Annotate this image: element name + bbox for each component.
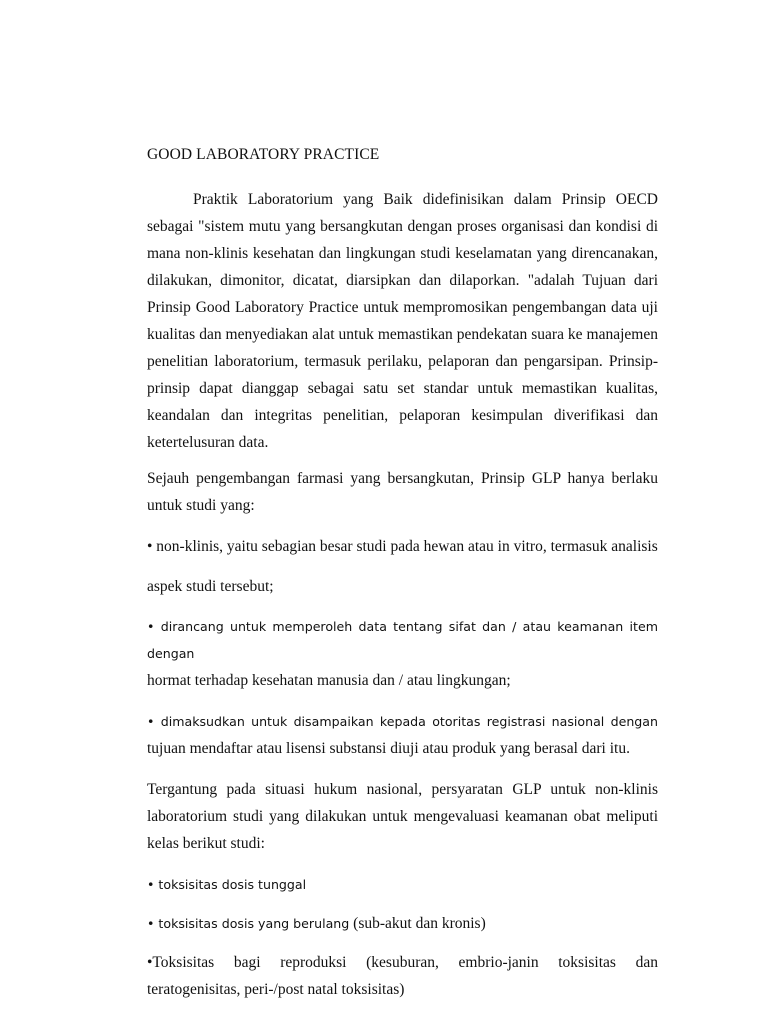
document-title: GOOD LABORATORY PRACTICE xyxy=(147,146,380,163)
bullet-non-clinical-line-2: aspek studi tersebut; xyxy=(147,578,274,595)
bullet-repeated-dose-toxicity-main: • toksisitas dosis yang berulang xyxy=(147,916,350,931)
paragraph-glp-scope: Sejauh pengembangan farmasi yang bersangkutan, Prinsip GLP hanya berlaku untuk studi yang: xyxy=(147,470,658,514)
bullet-intended-submission-line-1: • dimaksudkan untuk disampaikan kepada otoritas registrasi nasional dengan xyxy=(147,714,658,729)
paragraph-glp-definition: Praktik Laboratorium yang Baik didefinisikan dalam Prinsip OECD sebagai "sistem mutu yang bersangkutan dengan proses organisasi dan kondisi di mana non-klinis kesehatan dan lingkungan studi keselamatan yang direncanakan, dilakukan, dimonitor, dicatat, diarsipkan dan dilaporkan. "adalah Tujuan dari Prinsip Good Laboratory Practice untuk mempromosikan pengembangan data uji kualitas dan menyediakan alat untuk memastikan pendekatan suara ke manajemen penelitian laboratorium, termasuk perilaku, pelaporan dan pengarsipan. Prinsip-prinsip dapat dianggap sebagai satu set standar untuk memastikan kualitas, keandalan dan integritas penelitian, pelaporan kesimpulan diverifikasi dan ketertelusuran data. xyxy=(147,191,658,451)
bullet-repeated-dose-toxicity-note: (sub-akut dan kronis) xyxy=(349,915,486,932)
paragraph-study-classes: Tergantung pada situasi hukum nasional, persyaratan GLP untuk non-klinis laboratorium studi yang dilakukan untuk mengevaluasi keamanan obat meliputi kelas berikut studi: xyxy=(147,781,658,852)
bullet-designed-data xyxy=(147,613,658,694)
bullet-intended-submission xyxy=(147,708,658,762)
bullet-intended-submission-line-2: tujuan mendaftar atau lisensi substansi diuji atau produk yang berasal dari itu. xyxy=(147,740,630,757)
bullet-non-clinical-line-1: • non-klinis, yaitu sebagian besar studi pada hewan atau in vitro, termasuk analisis xyxy=(147,538,658,555)
bullet-single-dose-toxicity: • toksisitas dosis tunggal xyxy=(147,877,307,892)
bullet-designed-data-line-1: • dirancang untuk memperoleh data tentang sifat dan / atau keamanan item dengan xyxy=(147,619,658,661)
bullet-reproductive-toxicity xyxy=(147,949,658,1003)
bullet-designed-data-line-2: hormat terhadap kesehatan manusia dan / atau lingkungan; xyxy=(147,672,511,689)
bullet-reproductive-toxicity-line-1: •Toksisitas bagi reproduksi (kesuburan, embrio-janin toksisitas dan xyxy=(147,954,658,971)
bullet-repeated-dose-toxicity xyxy=(147,910,658,937)
document-body xyxy=(147,144,658,1003)
bullet-reproductive-toxicity-line-2: teratogenisitas, peri-/post natal toksisitas) xyxy=(147,981,405,998)
